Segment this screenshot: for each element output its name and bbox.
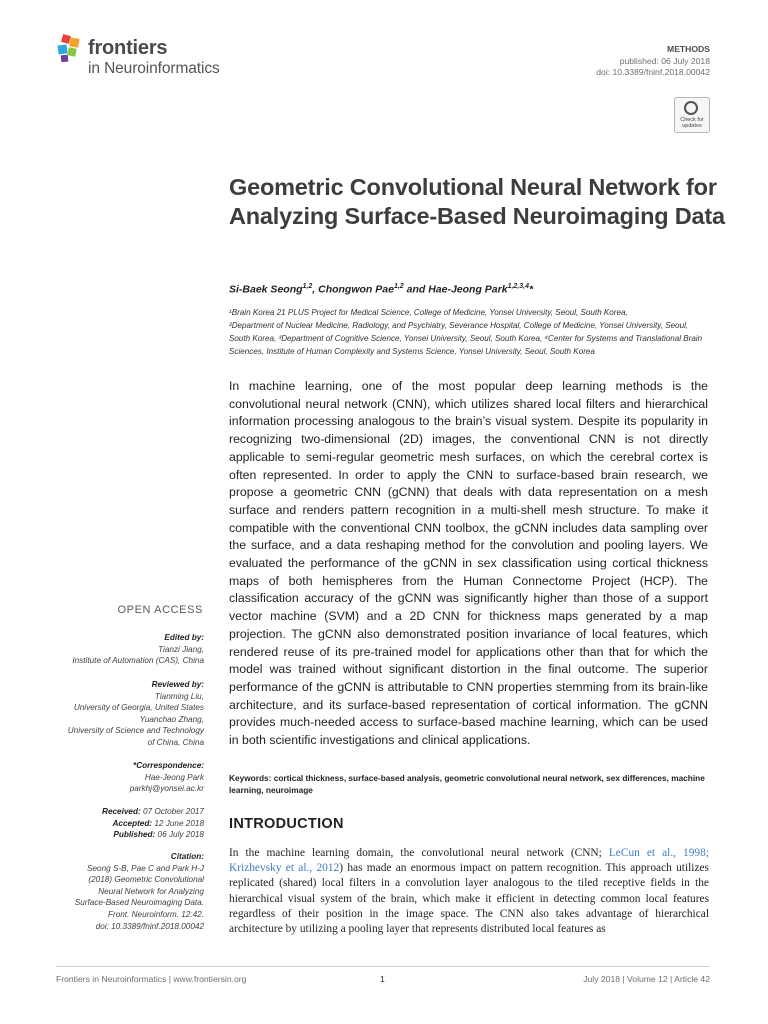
correspondence-heading: *Correspondence: xyxy=(133,761,204,770)
citation-line: (2018) Geometric Convolutional xyxy=(88,875,204,885)
keywords: Keywords: cortical thickness, surface-based analysis, geometric convolutional neural network, sex differences, machine learning, neuroimage xyxy=(229,773,705,795)
received-value: 07 October 2017 xyxy=(140,807,204,816)
citation-line: Neural Network for Analyzing xyxy=(98,886,204,896)
logo-title: frontiers xyxy=(88,37,168,59)
accepted-date xyxy=(102,818,204,830)
article-title: Geometric Convolutional Neural Network for Analyzing Surface-Based Neuroimaging Data xyxy=(229,174,725,229)
reviewer-line: University of Georgia, United States xyxy=(73,703,204,713)
reviewer-line: of China, China xyxy=(147,737,204,747)
journal-logo[interactable] xyxy=(56,34,246,82)
citation-link[interactable]: LeCun et al., 1998; Krizhevsky et al., 2012 xyxy=(229,847,709,875)
received-date xyxy=(102,806,204,818)
citation-heading: Citation: xyxy=(170,852,204,861)
published-value: 06 July 2018 xyxy=(155,830,204,840)
accepted-label: Accepted: xyxy=(112,818,153,828)
published-date: published: 06 July 2018 xyxy=(619,56,710,66)
section-heading-introduction: INTRODUCTION xyxy=(229,816,344,832)
author-list xyxy=(229,283,533,296)
published-date-side xyxy=(102,829,204,841)
frontiers-logo-icon xyxy=(56,34,84,64)
citation-line: Surface-Based Neuroimaging Data. xyxy=(74,898,204,908)
author-affiliation-marks: 1,2 xyxy=(302,283,313,290)
article-type: METHODS xyxy=(667,44,710,54)
received-label: Received: xyxy=(102,807,141,816)
author-name[interactable]: Si-Baek Seong xyxy=(229,283,303,296)
author-name[interactable]: Hae-Jeong Park xyxy=(428,283,508,296)
footer-journal[interactable]: Frontiers in Neuroinformatics | www.frontiersin.org xyxy=(56,974,247,984)
intro-text: In the machine learning domain, the convolutional neural network (CNN; xyxy=(229,847,609,859)
affiliations xyxy=(229,306,709,358)
citation-line: Seong S-B, Pae C and Park H-J xyxy=(87,863,204,873)
check-for-updates-button[interactable] xyxy=(674,97,710,133)
introduction-paragraph xyxy=(229,846,709,937)
open-access-label: OPEN ACCESS xyxy=(117,604,203,616)
author-separator: , xyxy=(312,283,319,296)
corresponding-mark: * xyxy=(529,283,534,296)
citation-line: Front. Neuroinform. 12:42. xyxy=(107,909,204,919)
footer-divider xyxy=(56,966,710,967)
citation-line[interactable]: doi: 10.3389/fninf.2018.00042 xyxy=(95,921,204,931)
intro-text: ) has made an enormous impact on pattern recognition. This approach utilizes replicated (shared) local filters in a convolution layer analogous to the tiled receptive fields in the hierarchical visual system of the brain, which make it efficient in detecting common local features regardless of their position in the image space. The CNN also takes advantage of hierarchical architecture by utilizing a pooling layer that represents distributed local features as xyxy=(229,862,709,936)
correspondence-name: Hae-Jeong Park xyxy=(144,772,204,782)
correspondence-email[interactable]: parkhj@yonsei.ac.kr xyxy=(129,784,204,794)
reviewer-line: University of Science and Technology xyxy=(67,726,204,736)
editor-line: Tianzi Jiang, xyxy=(158,644,204,654)
footer-issue-info: July 2018 | Volume 12 | Article 42 xyxy=(583,974,710,984)
doi-link[interactable]: doi: 10.3389/fninf.2018.00042 xyxy=(596,67,710,77)
citation-block xyxy=(75,851,204,932)
author-affiliation-marks: 1,2,3,4 xyxy=(507,283,529,290)
affiliation: ²Department of Nuclear Medicine, Radiology, and Psychiatry, Severance Hospital, College of Medicine, Yonsei University, Seoul, South Korea, ³Department of Cognitive Science, Yonsei University, Seoul, South Korea, ⁴Center for Systems and Translational Brain Sciences, Institute of Human Complexity and Systems Science, Yonsei University, Seoul, South Korea xyxy=(229,321,703,356)
reviewer-line: Yuanchao Zhang, xyxy=(139,714,204,724)
reviewer-line: Tianming Liu, xyxy=(154,691,204,701)
abstract: In machine learning, one of the most popular deep learning methods is the convolutional neural network (CNN), which utilizes shared local filters and hierarchical information processing analogous to the brain’s visual system. Despite its popularity in recognizing two-dimensional (2D) images, the conventional CNN is not directly applicable to semi-regular geometric mesh surfaces, on which the cerebral cortex is often represented. In order to apply the CNN to surface-based brain research, we propose a geometric CNN (gCNN) that deals with data representation on a mesh surface and renders pattern recognition in a multi-shell mesh structure. To make it compatible with the conventional CNN toolbox, the gCNN includes data sampling over the surface, and a data reshaping method for the convolution and pooling layers. We evaluated the performance of the gCNN in sex classification using cortical thickness maps of both hemispheres from the Human Connectome Project (HCP). The classification accuracy of the gCNN was significantly higher than those of a support vector machine (SVM) and a 2D CNN for thickness maps generated by a map projection. The gCNN also demonstrated position invariance of local features, which rendered reuse of its pre-trained model for applications other than that for which the model was trained without significant distortion in the final outcome. The superior performance of the gCNN is attributable to CNN properties stemming from its brain-like architecture, and its surface-based representation of cortical information. The gCNN provides much-needed access to surface-based machine learning, which can be used in both scientific investigations and clinical applications. xyxy=(229,379,708,748)
dates-block xyxy=(102,806,204,841)
edited-by-heading: Edited by: xyxy=(164,633,204,642)
author-affiliation-marks: 1,2 xyxy=(393,283,404,290)
accepted-value: 12 June 2018 xyxy=(152,818,204,828)
author-name[interactable]: Chongwon Pae xyxy=(318,283,394,296)
check-updates-label: Check for updates xyxy=(680,117,704,129)
logo-subtitle: in Neuroinformatics xyxy=(88,60,220,77)
affiliation: ¹Brain Korea 21 PLUS Project for Medical Science, College of Medicine, Yonsei University, Seoul, South Korea, xyxy=(229,308,628,317)
reviewed-by-block xyxy=(68,679,204,749)
published-label: Published: xyxy=(113,830,156,840)
page-number: 1 xyxy=(380,974,385,984)
reviewed-by-heading: Reviewed by: xyxy=(151,680,204,689)
bookmark-icon xyxy=(684,101,698,115)
author-separator: and xyxy=(403,283,429,296)
editor-line: Institute of Automation (CAS), China xyxy=(72,656,204,666)
correspondence-block xyxy=(130,760,204,795)
edited-by-block xyxy=(72,632,204,667)
